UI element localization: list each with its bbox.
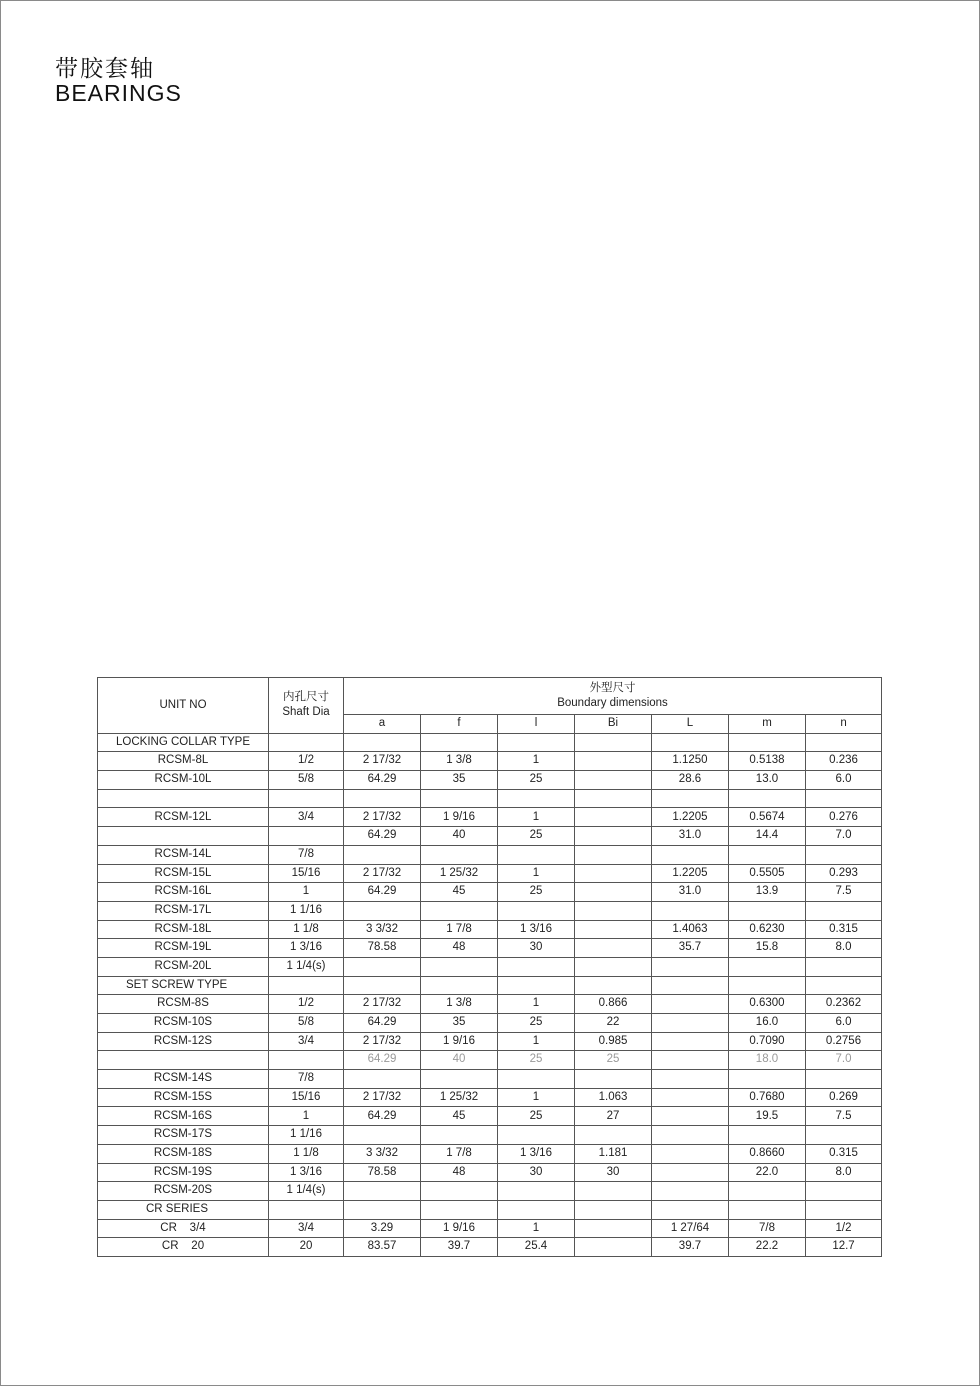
L-cell	[652, 995, 729, 1014]
l-cell: 30	[498, 1163, 575, 1182]
bi-cell: 0.866	[575, 995, 652, 1014]
n-cell	[806, 1070, 882, 1089]
L-cell	[652, 1070, 729, 1089]
l-cell: 25	[498, 1051, 575, 1070]
f-cell	[421, 1182, 498, 1201]
bi-cell: 1.181	[575, 1144, 652, 1163]
a-cell: 3 3/32	[344, 920, 421, 939]
f-cell: 1 9/16	[421, 1219, 498, 1238]
n-cell: 0.293	[806, 864, 882, 883]
empty-cell	[729, 733, 806, 752]
f-cell: 1 7/8	[421, 920, 498, 939]
n-cell: 7.5	[806, 883, 882, 902]
l-cell: 1	[498, 808, 575, 827]
bi-cell	[575, 939, 652, 958]
table-row	[98, 1144, 882, 1163]
f-cell: 35	[421, 1014, 498, 1033]
unit-no-cell: RCSM-19S	[98, 1163, 269, 1182]
l-cell: 25	[498, 1014, 575, 1033]
bi-cell	[575, 808, 652, 827]
n-cell: 7.0	[806, 1051, 882, 1070]
m-cell: 19.5	[729, 1107, 806, 1126]
table-row	[98, 1107, 882, 1126]
f-cell	[421, 789, 498, 808]
L-cell	[652, 1088, 729, 1107]
l-cell	[498, 1126, 575, 1145]
table-row	[98, 1182, 882, 1201]
bi-cell	[575, 1238, 652, 1257]
unit-no-cell: CR 20	[98, 1238, 269, 1257]
n-cell: 1/2	[806, 1219, 882, 1238]
shaft-dia-cell	[269, 827, 344, 846]
a-cell	[344, 1070, 421, 1089]
a-cell: 83.57	[344, 1238, 421, 1257]
shaft-dia-cell: 1/2	[269, 995, 344, 1014]
f-cell: 45	[421, 1107, 498, 1126]
bi-cell: 0.985	[575, 1032, 652, 1051]
m-cell: 13.9	[729, 883, 806, 902]
f-cell: 39.7	[421, 1238, 498, 1257]
a-cell: 78.58	[344, 939, 421, 958]
n-cell: 0.315	[806, 1144, 882, 1163]
a-cell	[344, 1182, 421, 1201]
unit-no-cell: RCSM-20S	[98, 1182, 269, 1201]
table-row	[98, 901, 882, 920]
bi-cell: 1.063	[575, 1088, 652, 1107]
empty-cell	[344, 976, 421, 995]
shaft-dia-cell: 3/4	[269, 808, 344, 827]
unit-no-cell: RCSM-12S	[98, 1032, 269, 1051]
unit-no-cell: RCSM-14L	[98, 845, 269, 864]
table-row	[98, 920, 882, 939]
n-cell: 0.2362	[806, 995, 882, 1014]
m-cell	[729, 1182, 806, 1201]
L-cell: 1 27/64	[652, 1219, 729, 1238]
empty-cell	[498, 733, 575, 752]
l-cell: 25.4	[498, 1238, 575, 1257]
shaft-dia-header	[269, 678, 344, 734]
l-cell: 25	[498, 827, 575, 846]
col-header-f: f	[421, 715, 498, 734]
a-cell	[344, 845, 421, 864]
a-cell: 78.58	[344, 1163, 421, 1182]
n-cell: 0.269	[806, 1088, 882, 1107]
m-cell: 0.6230	[729, 920, 806, 939]
m-cell	[729, 789, 806, 808]
bi-cell	[575, 1219, 652, 1238]
table-row	[98, 827, 882, 846]
col-header-n: n	[806, 715, 882, 734]
n-cell: 0.2756	[806, 1032, 882, 1051]
shaft-dia-cell	[269, 1051, 344, 1070]
table-row	[98, 1238, 882, 1257]
unit-no-cell: RCSM-12L	[98, 808, 269, 827]
shaft-dia-cell: 1 1/4(s)	[269, 1182, 344, 1201]
shaft-dia-cell: 7/8	[269, 845, 344, 864]
n-cell: 7.5	[806, 1107, 882, 1126]
L-cell	[652, 789, 729, 808]
n-cell: 0.276	[806, 808, 882, 827]
unit-no-header: UNIT NO	[98, 678, 269, 734]
m-cell: 16.0	[729, 1014, 806, 1033]
shaft-dia-header-en: Shaft Dia	[282, 706, 330, 719]
section-label: LOCKING COLLAR TYPE	[98, 733, 269, 752]
n-cell	[806, 1126, 882, 1145]
f-cell: 1 3/8	[421, 995, 498, 1014]
empty-cell	[652, 1200, 729, 1219]
empty-cell	[729, 1200, 806, 1219]
m-cell: 15.8	[729, 939, 806, 958]
L-cell: 31.0	[652, 827, 729, 846]
l-cell: 30	[498, 939, 575, 958]
bi-cell	[575, 883, 652, 902]
shaft-dia-cell: 3/4	[269, 1032, 344, 1051]
bi-cell	[575, 957, 652, 976]
unit-no-cell	[98, 1051, 269, 1070]
f-cell	[421, 901, 498, 920]
a-cell: 2 17/32	[344, 864, 421, 883]
m-cell	[729, 1070, 806, 1089]
l-cell	[498, 789, 575, 808]
unit-no-cell: RCSM-18S	[98, 1144, 269, 1163]
bi-cell	[575, 864, 652, 883]
l-cell	[498, 957, 575, 976]
boundary-header-cn: 外型尺寸	[589, 682, 636, 694]
m-cell: 0.5138	[729, 752, 806, 771]
empty-cell	[344, 733, 421, 752]
unit-no-cell: RCSM-20L	[98, 957, 269, 976]
L-cell	[652, 1107, 729, 1126]
unit-no-cell: RCSM-16L	[98, 883, 269, 902]
table-body	[98, 678, 882, 1257]
col-header-L: L	[652, 715, 729, 734]
bi-cell: 25	[575, 1051, 652, 1070]
bi-cell	[575, 827, 652, 846]
table-row	[98, 1014, 882, 1033]
section-row	[98, 1200, 882, 1219]
empty-cell	[575, 733, 652, 752]
a-cell	[344, 1126, 421, 1145]
m-cell: 22.0	[729, 1163, 806, 1182]
boundary-header-en: Boundary dimensions	[557, 697, 668, 709]
m-cell	[729, 845, 806, 864]
a-cell: 2 17/32	[344, 1032, 421, 1051]
unit-no-cell: RCSM-19L	[98, 939, 269, 958]
col-header-m: m	[729, 715, 806, 734]
unit-no-cell: RCSM-17S	[98, 1126, 269, 1145]
f-cell	[421, 1070, 498, 1089]
l-cell: 1	[498, 752, 575, 771]
L-cell: 1.2205	[652, 808, 729, 827]
page-title-chinese: 带胶套轴	[55, 56, 155, 82]
L-cell: 35.7	[652, 939, 729, 958]
table-row	[98, 883, 882, 902]
a-cell: 3 3/32	[344, 1144, 421, 1163]
page-title-english: BEARINGS	[55, 80, 182, 106]
shaft-dia-cell: 1 3/16	[269, 1163, 344, 1182]
n-cell: 0.236	[806, 752, 882, 771]
shaft-dia-cell: 5/8	[269, 771, 344, 790]
shaft-dia-cell: 1 3/16	[269, 939, 344, 958]
unit-no-cell	[98, 827, 269, 846]
table-row	[98, 864, 882, 883]
L-cell	[652, 1182, 729, 1201]
l-cell: 1 3/16	[498, 920, 575, 939]
empty-cell	[269, 733, 344, 752]
shaft-dia-cell: 7/8	[269, 1070, 344, 1089]
table-row	[98, 1219, 882, 1238]
bi-cell: 30	[575, 1163, 652, 1182]
l-cell: 1	[498, 995, 575, 1014]
l-cell: 1	[498, 1032, 575, 1051]
bi-cell	[575, 1126, 652, 1145]
f-cell	[421, 957, 498, 976]
shaft-dia-cell	[269, 789, 344, 808]
l-cell	[498, 901, 575, 920]
unit-no-cell: RCSM-15S	[98, 1088, 269, 1107]
table-row	[98, 1032, 882, 1051]
n-cell: 6.0	[806, 771, 882, 790]
bi-cell	[575, 771, 652, 790]
bi-cell	[575, 920, 652, 939]
n-cell: 6.0	[806, 1014, 882, 1033]
table-row	[98, 789, 882, 808]
m-cell: 18.0	[729, 1051, 806, 1070]
m-cell	[729, 1126, 806, 1145]
bi-cell	[575, 752, 652, 771]
m-cell: 0.8660	[729, 1144, 806, 1163]
shaft-dia-cell: 1/2	[269, 752, 344, 771]
l-cell	[498, 845, 575, 864]
shaft-dia-cell: 3/4	[269, 1219, 344, 1238]
unit-no-cell: RCSM-14S	[98, 1070, 269, 1089]
L-cell	[652, 1051, 729, 1070]
a-cell: 3.29	[344, 1219, 421, 1238]
unit-no-cell: RCSM-17L	[98, 901, 269, 920]
bi-cell: 22	[575, 1014, 652, 1033]
bi-cell	[575, 845, 652, 864]
empty-cell	[806, 733, 882, 752]
shaft-dia-cell: 1 1/8	[269, 920, 344, 939]
a-cell	[344, 901, 421, 920]
bearing-spec-table	[97, 677, 882, 1257]
m-cell: 7/8	[729, 1219, 806, 1238]
L-cell: 1.4063	[652, 920, 729, 939]
unit-no-cell: RCSM-16S	[98, 1107, 269, 1126]
m-cell: 0.5674	[729, 808, 806, 827]
col-header-l: l	[498, 715, 575, 734]
f-cell: 1 7/8	[421, 1144, 498, 1163]
a-cell	[344, 957, 421, 976]
L-cell: 39.7	[652, 1238, 729, 1257]
unit-no-cell: RCSM-18L	[98, 920, 269, 939]
table-row	[98, 957, 882, 976]
table-row	[98, 939, 882, 958]
a-cell: 64.29	[344, 827, 421, 846]
a-cell: 2 17/32	[344, 1088, 421, 1107]
bi-cell	[575, 901, 652, 920]
shaft-dia-cell: 5/8	[269, 1014, 344, 1033]
l-cell: 1 3/16	[498, 1144, 575, 1163]
empty-cell	[652, 976, 729, 995]
m-cell	[729, 957, 806, 976]
l-cell	[498, 1182, 575, 1201]
n-cell: 8.0	[806, 939, 882, 958]
n-cell: 0.315	[806, 920, 882, 939]
m-cell: 22.2	[729, 1238, 806, 1257]
l-cell: 1	[498, 1219, 575, 1238]
f-cell: 1 3/8	[421, 752, 498, 771]
L-cell: 28.6	[652, 771, 729, 790]
m-cell: 13.0	[729, 771, 806, 790]
unit-no-cell: RCSM-10L	[98, 771, 269, 790]
table-row	[98, 808, 882, 827]
empty-cell	[421, 1200, 498, 1219]
L-cell	[652, 1163, 729, 1182]
shaft-dia-cell: 20	[269, 1238, 344, 1257]
table-row	[98, 1070, 882, 1089]
a-cell: 2 17/32	[344, 752, 421, 771]
table-row	[98, 1126, 882, 1145]
f-cell: 1 9/16	[421, 808, 498, 827]
empty-cell	[269, 1200, 344, 1219]
f-cell: 1 9/16	[421, 1032, 498, 1051]
n-cell: 12.7	[806, 1238, 882, 1257]
table-row	[98, 771, 882, 790]
bi-cell	[575, 1182, 652, 1201]
a-cell: 64.29	[344, 771, 421, 790]
f-cell: 1 25/32	[421, 1088, 498, 1107]
table-row	[98, 1051, 882, 1070]
n-cell	[806, 789, 882, 808]
empty-cell	[344, 1200, 421, 1219]
shaft-dia-cell: 1	[269, 883, 344, 902]
empty-cell	[806, 976, 882, 995]
L-cell	[652, 1032, 729, 1051]
boundary-dimensions-header	[344, 678, 882, 715]
n-cell	[806, 901, 882, 920]
unit-no-cell: RCSM-8L	[98, 752, 269, 771]
empty-cell	[421, 976, 498, 995]
empty-cell	[575, 1200, 652, 1219]
empty-cell	[498, 1200, 575, 1219]
shaft-dia-cell: 1 1/16	[269, 901, 344, 920]
empty-cell	[806, 1200, 882, 1219]
m-cell	[729, 901, 806, 920]
section-label: CR SERIES	[98, 1200, 269, 1219]
shaft-dia-header-cn: 内孔尺寸	[283, 691, 329, 704]
n-cell	[806, 845, 882, 864]
section-row	[98, 976, 882, 995]
m-cell: 0.7680	[729, 1088, 806, 1107]
m-cell: 0.6300	[729, 995, 806, 1014]
f-cell	[421, 1126, 498, 1145]
col-header-bi: Bi	[575, 715, 652, 734]
a-cell: 64.29	[344, 1051, 421, 1070]
L-cell	[652, 845, 729, 864]
empty-cell	[575, 976, 652, 995]
empty-cell	[498, 976, 575, 995]
shaft-dia-cell: 1 1/4(s)	[269, 957, 344, 976]
L-cell: 1.1250	[652, 752, 729, 771]
m-cell: 14.4	[729, 827, 806, 846]
l-cell: 1	[498, 864, 575, 883]
l-cell: 25	[498, 883, 575, 902]
section-label: SET SCREW TYPE	[98, 976, 269, 995]
shaft-dia-cell: 1 1/8	[269, 1144, 344, 1163]
empty-cell	[421, 733, 498, 752]
unit-no-cell	[98, 789, 269, 808]
col-header-a: a	[344, 715, 421, 734]
a-cell: 64.29	[344, 883, 421, 902]
l-cell: 25	[498, 771, 575, 790]
f-cell: 1 25/32	[421, 864, 498, 883]
L-cell	[652, 1014, 729, 1033]
n-cell: 8.0	[806, 1163, 882, 1182]
table-row	[98, 752, 882, 771]
l-cell: 1	[498, 1088, 575, 1107]
f-cell: 48	[421, 939, 498, 958]
section-row	[98, 733, 882, 752]
a-cell: 64.29	[344, 1107, 421, 1126]
empty-cell	[652, 733, 729, 752]
a-cell: 64.29	[344, 1014, 421, 1033]
shaft-dia-cell: 1 1/16	[269, 1126, 344, 1145]
f-cell	[421, 845, 498, 864]
unit-no-cell: RCSM-10S	[98, 1014, 269, 1033]
n-cell	[806, 1182, 882, 1201]
table-row	[98, 995, 882, 1014]
empty-cell	[269, 976, 344, 995]
f-cell: 40	[421, 1051, 498, 1070]
n-cell	[806, 957, 882, 976]
table-row	[98, 1163, 882, 1182]
unit-no-cell: RCSM-8S	[98, 995, 269, 1014]
a-cell: 2 17/32	[344, 808, 421, 827]
bi-cell	[575, 1070, 652, 1089]
shaft-dia-cell: 15/16	[269, 1088, 344, 1107]
L-cell	[652, 1126, 729, 1145]
m-cell: 0.5505	[729, 864, 806, 883]
a-cell: 2 17/32	[344, 995, 421, 1014]
f-cell: 45	[421, 883, 498, 902]
m-cell: 0.7090	[729, 1032, 806, 1051]
a-cell	[344, 789, 421, 808]
bi-cell	[575, 789, 652, 808]
L-cell: 31.0	[652, 883, 729, 902]
unit-no-cell: CR 3/4	[98, 1219, 269, 1238]
L-cell	[652, 901, 729, 920]
shaft-dia-cell: 1	[269, 1107, 344, 1126]
table-row	[98, 845, 882, 864]
f-cell: 48	[421, 1163, 498, 1182]
L-cell: 1.2205	[652, 864, 729, 883]
shaft-dia-cell: 15/16	[269, 864, 344, 883]
f-cell: 40	[421, 827, 498, 846]
L-cell	[652, 1144, 729, 1163]
f-cell: 35	[421, 771, 498, 790]
l-cell	[498, 1070, 575, 1089]
l-cell: 25	[498, 1107, 575, 1126]
table-header-row	[98, 678, 882, 715]
unit-no-cell: RCSM-15L	[98, 864, 269, 883]
n-cell: 7.0	[806, 827, 882, 846]
bi-cell: 27	[575, 1107, 652, 1126]
L-cell	[652, 957, 729, 976]
empty-cell	[729, 976, 806, 995]
table-row	[98, 1088, 882, 1107]
